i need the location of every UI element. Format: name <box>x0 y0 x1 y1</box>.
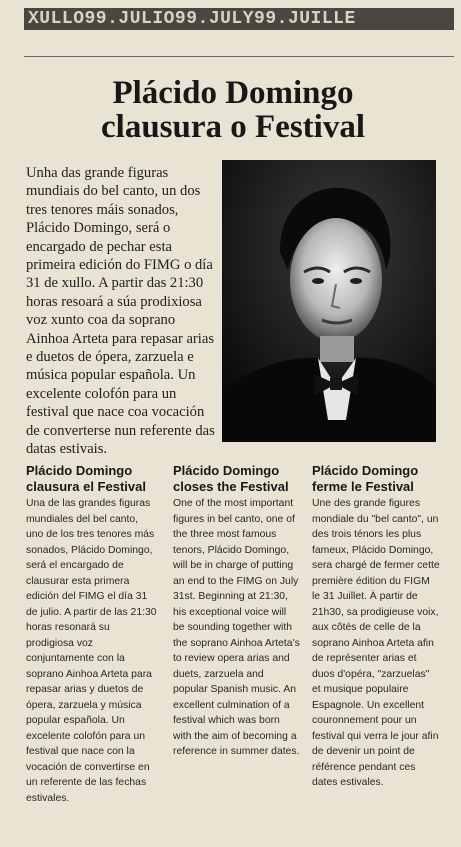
headline-line-2: clausura o Festival <box>101 109 365 145</box>
column-spanish <box>26 463 158 806</box>
column-body: One of the most important figures in bel canto, one of the three most famous tenors, Plácido Domingo, will be in charge of putting an end to the FIMG on July 31st. Beginning at 21:30, his exceptional voice will be sounding together with the soprano Ainhoa Arteta's to review opera arias and duets, zarzuela and popular Spanish music. An excellent culmination of a festival which was born with the aim of becoming a reference in summer dates. <box>173 498 300 757</box>
column-english <box>173 463 300 760</box>
top-rule <box>24 56 454 57</box>
top-banner <box>24 8 454 30</box>
column-title: Plácido Domingo closes the Festival <box>173 463 289 494</box>
column-body: Una de las grandes figuras mundiales del bel canto, uno de los tres tenores más sonados, Plácido Domingo, será el encargado de clausurar esta primera edición del FIMG el día 31 de julio. A partir de las 21:30 horas resonará su prodigiosa voz conjuntamente con la soprano Ainhoa Arteta para repasar arias y duetos de ópera, zarzuela y música popular española. Un excelente colofón para un festival que nace con la vocación de convertirse en un referente de las fechas estivales. <box>26 498 157 804</box>
headline-line-1: Plácido Domingo <box>112 75 354 111</box>
lead-paragraph: Unha das grande figuras mundiais do bel canto, un dos tres tenores máis sonados, Plácido Domingo, será o encargado de pechar esta primeira edición do FIMG o día 31 de xullo. A partir das 21:30 horas resoará a súa prodixiosa voz xunto coa da soprano Ainhoa Arteta para repasar arias e duetos de ópera, zarzuela e música popular española. Un excelente colofón para un festival que nace coa vocación de converterse nun referente das datas estivais. <box>26 165 215 458</box>
column-title: Plácido Domingo ferme le Festival <box>312 463 419 494</box>
banner-text: XULLO99.JULIO99.JULY99.JUILLE <box>28 9 356 29</box>
headline <box>24 76 442 144</box>
portrait-graphic <box>222 160 436 442</box>
column-title: Plácido Domingo clausura el Festival <box>26 463 146 494</box>
column-body: Une des grande figures mondiale du "bel canto", un des trois ténors les plus fameux, Plácido Domingo, sera chargé de fermer cette première édition du FIGM le 31 Juillet. À partir de 21h30, sa prodigieuse voix, aux côtés de celle de la soprano Ainhoa Arteta afin de représenter arias et duos d'opéra, "zarzuelas" et musique populaire Espagnole. Un excellent couronnement pour un festival qui verra le jour afin de devenir un point de référence pendant ces dates estivales. <box>312 498 440 788</box>
column-french <box>312 463 440 791</box>
portrait-photo <box>222 160 436 442</box>
